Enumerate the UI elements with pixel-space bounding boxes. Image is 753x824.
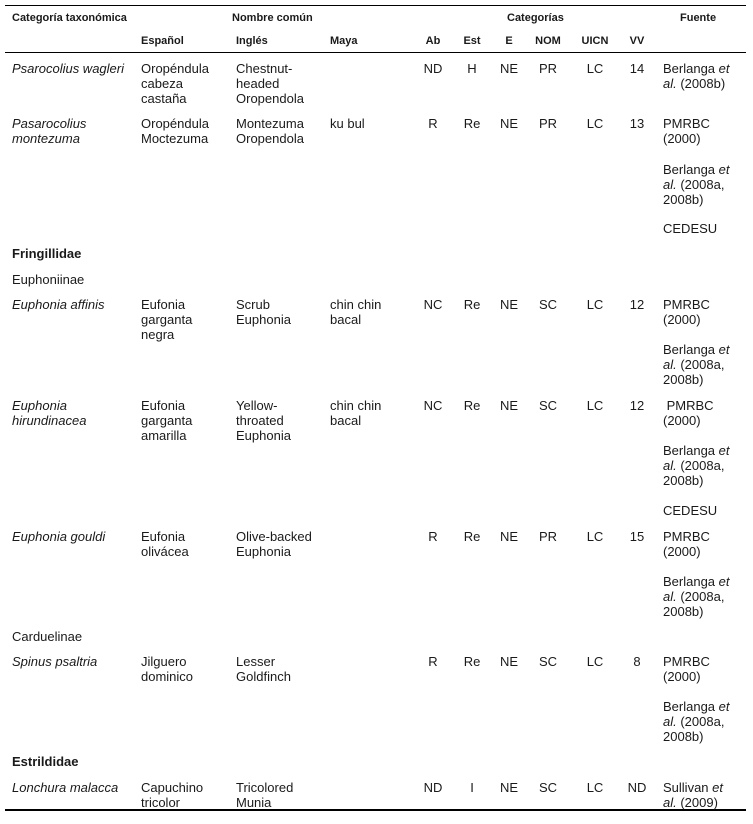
source: PMRBC (2000) (663, 116, 710, 146)
ab-value: NC (423, 398, 443, 413)
subfamily-heading: Euphoniinae (12, 272, 85, 287)
source: CEDESU (663, 221, 718, 236)
maya-name: chin chin bacal (330, 297, 382, 327)
header-uicn: UICN (581, 35, 609, 47)
spanish-name: Jilguero dominico (141, 654, 194, 684)
est-value: Re (463, 297, 481, 312)
e-value: NE (499, 654, 519, 669)
header-ab: Ab (425, 35, 441, 47)
source: PMRBC (2000) (663, 297, 710, 327)
header-ingles: Inglés (236, 35, 268, 47)
source: Berlanga et al. (2008b) (663, 61, 730, 91)
spanish-name: Capuchino tricolor (141, 780, 204, 810)
est-value: Re (463, 654, 481, 669)
header-rule (5, 52, 746, 53)
uicn-value: LC (586, 297, 604, 312)
e-value: NE (499, 529, 519, 544)
english-name: Chestnut- headed Oropendola (236, 61, 304, 106)
spanish-name: Eufonia garganta amarilla (141, 398, 193, 443)
english-name: Montezuma Oropendola (236, 116, 304, 146)
taxon-name: Spinus psaltria (12, 654, 98, 669)
header-nombre-comun: Nombre común (232, 12, 313, 24)
source: PMRBC (2000) (663, 529, 710, 559)
source: PMRBC (2000) (663, 654, 710, 684)
header-fuente: Fuente (680, 12, 717, 24)
e-value: NE (499, 61, 519, 76)
source: Berlanga et al. (2008a, 2008b) (663, 342, 730, 387)
uicn-value: LC (586, 529, 604, 544)
taxon-name: Euphonia gouldi (12, 529, 106, 544)
header-est: Est (463, 35, 481, 47)
e-value: NE (499, 116, 519, 131)
vv-value: 12 (629, 398, 645, 413)
ab-value: NC (423, 297, 443, 312)
spanish-name: Oropéndula cabeza castaña (141, 61, 209, 106)
english-name: Olive-backed Euphonia (236, 529, 312, 559)
maya-name: ku bul (330, 116, 365, 131)
header-e: E (505, 35, 513, 47)
est-value: Re (463, 398, 481, 413)
uicn-value: LC (586, 116, 604, 131)
taxon-name: Euphonia hirundinacea (12, 398, 87, 428)
nom-value: SC (538, 297, 558, 312)
ab-value: R (428, 116, 438, 131)
vv-value: 12 (629, 297, 645, 312)
maya-name: chin chin bacal (330, 398, 382, 428)
source: Berlanga et al. (2008a, 2008b) (663, 162, 730, 207)
source: Berlanga et al. (2008a, 2008b) (663, 699, 730, 744)
vv-value: ND (627, 780, 647, 795)
vv-value: 14 (629, 61, 645, 76)
family-heading: Fringillidae (12, 246, 82, 261)
english-name: Lesser Goldfinch (236, 654, 291, 684)
nom-value: SC (538, 654, 558, 669)
nom-value: PR (538, 116, 558, 131)
header-nom: NOM (535, 35, 561, 47)
ab-value: R (428, 529, 438, 544)
source: CEDESU (663, 503, 718, 518)
header-taxon: Categoría taxonómica (12, 12, 127, 24)
spanish-name: Eufonia garganta negra (141, 297, 193, 342)
english-name: Yellow- throated Euphonia (236, 398, 291, 443)
taxon-name: Euphonia affinis (12, 297, 105, 312)
taxon-name: Lonchura malacca (12, 780, 119, 795)
est-value: Re (463, 116, 481, 131)
family-heading: Estrildidae (12, 754, 79, 769)
e-value: NE (499, 398, 519, 413)
subfamily-heading: Carduelinae (12, 629, 83, 644)
spanish-name: Oropéndula Moctezuma (141, 116, 209, 146)
est-value: Re (463, 529, 481, 544)
top-rule (5, 5, 746, 6)
est-value: I (470, 780, 474, 795)
bottom-rule (5, 809, 746, 811)
header-maya: Maya (330, 35, 358, 47)
ab-value: R (428, 654, 438, 669)
taxon-name: Psarocolius wagleri (12, 61, 124, 76)
vv-value: 15 (629, 529, 645, 544)
header-espanol: Español (141, 35, 184, 47)
source: Berlanga et al. (2008a, 2008b) (663, 574, 730, 619)
uicn-value: LC (586, 780, 604, 795)
spanish-name: Eufonia olivácea (141, 529, 189, 559)
header-vv: VV (629, 35, 645, 47)
nom-value: PR (538, 61, 558, 76)
uicn-value: LC (586, 61, 604, 76)
e-value: NE (499, 780, 519, 795)
e-value: NE (499, 297, 519, 312)
source: PMRBC (2000) (663, 398, 714, 428)
english-name: Scrub Euphonia (236, 297, 291, 327)
uicn-value: LC (586, 398, 604, 413)
est-value: H (467, 61, 477, 76)
vv-value: 13 (629, 116, 645, 131)
taxon-name: Pasarocolius montezuma (12, 116, 87, 146)
nom-value: SC (538, 398, 558, 413)
ab-value: ND (423, 780, 443, 795)
ab-value: ND (423, 61, 443, 76)
source: Berlanga et al. (2008a, 2008b) (663, 443, 730, 488)
source: Sullivan et al. (2009) (663, 780, 723, 810)
vv-value: 8 (633, 654, 641, 669)
nom-value: PR (538, 529, 558, 544)
uicn-value: LC (586, 654, 604, 669)
english-name: Tricolored Munia (236, 780, 294, 810)
header-categorias: Categorías (507, 12, 564, 24)
nom-value: SC (538, 780, 558, 795)
